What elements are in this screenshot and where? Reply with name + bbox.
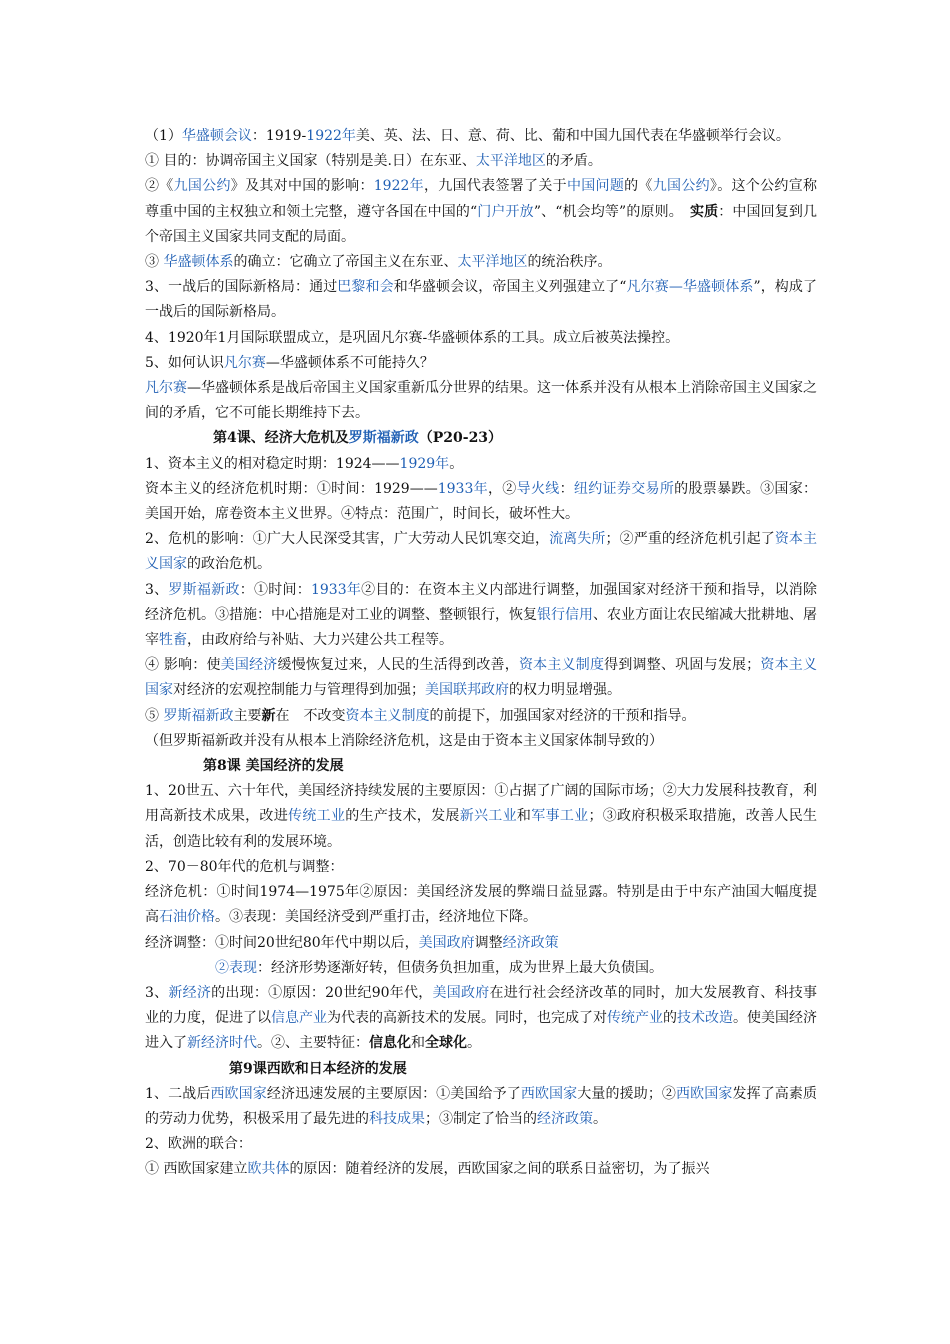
text-run: 的股票暴跌。③国家：美国开始，席卷资本主义世界。④特点：范围广，时间长，破坏性大。 xyxy=(145,480,818,523)
text-run: ；③制定了恰当的 xyxy=(425,1110,537,1127)
highlighted-term: 1933年 xyxy=(310,581,362,598)
text-run: 对经济的宏观控制能力与管理得到加强； xyxy=(173,682,425,699)
section-heading xyxy=(145,754,817,779)
text-run: ：①时间： xyxy=(239,581,311,598)
text-run: ① 西欧国家建立 xyxy=(145,1161,248,1178)
text-run: 大量的援助；② xyxy=(577,1085,677,1102)
paragraph xyxy=(145,477,817,527)
highlighted-term: 资本主义国家 xyxy=(145,531,818,573)
text-run: 和 xyxy=(516,808,532,825)
highlighted-term: 美国联邦政府 xyxy=(425,682,509,699)
highlighted-term: 纽约证券交易所 xyxy=(573,480,675,497)
highlighted-term: 凡尔赛—华盛顿体系 xyxy=(626,279,754,296)
text-run: 。 xyxy=(467,1035,481,1052)
section-heading xyxy=(145,1057,817,1082)
highlighted-term: 巴黎和会 xyxy=(337,279,394,296)
text-run: 》及其对中国的影响： xyxy=(230,178,374,195)
text-run: 为代表的高新技术的发展。同时，也完成了对 xyxy=(327,1010,607,1027)
text-run: 的确立：它确立了帝国主义在东亚、 xyxy=(233,254,458,271)
text-run: 经济危机：①时间1974—1975年②原因：美国经济发展的弊端日益显露。特别是由于中东产油国大幅度提高 xyxy=(145,884,817,926)
highlighted-term: 传统工业 xyxy=(288,808,346,825)
highlighted-term: 西欧国家 xyxy=(676,1085,733,1102)
text-run: 经济迅速发展的主要原因：①美国给予了 xyxy=(266,1085,521,1102)
text-run: 在进行社会经济改革的同时，加大发展教育、科技事业的力度，促进了以 xyxy=(145,984,817,1027)
paragraph xyxy=(145,326,817,351)
paragraph xyxy=(145,124,817,149)
highlighted-term: 导火线 xyxy=(516,480,560,497)
text-run: 2、危机的影响：①广大人民深受其害，广大劳动人民饥寒交迫， xyxy=(145,531,550,548)
paragraph xyxy=(145,981,817,1057)
document-page xyxy=(145,124,817,1183)
text-run: ③ xyxy=(145,254,164,271)
highlighted-term: 凡尔赛 xyxy=(223,354,266,371)
highlighted-term: 中国问题 xyxy=(566,178,625,195)
highlighted-term: 科技成果 xyxy=(369,1110,425,1127)
highlighted-term: 凡尔赛 xyxy=(145,380,187,397)
paragraph xyxy=(145,880,817,930)
highlighted-term: 流离失所 xyxy=(549,531,606,548)
text-run: ：经济形势逐渐好转，但债务负担加重，成为世界上最大负债国。 xyxy=(257,959,663,976)
highlighted-term: 美国政府 xyxy=(432,984,490,1001)
text-run: 经济调整：①时间20世纪80年代中期以后， xyxy=(145,934,419,951)
text-run: 5、如何认识 xyxy=(145,354,224,371)
highlighted-term: 罗斯福新政 xyxy=(348,430,419,447)
highlighted-term: 新经济 xyxy=(168,984,212,1001)
text-run: 、农业方面让农民缩减大批耕地、屠宰 xyxy=(145,606,817,649)
text-run: —华盛顿体系是战后帝国主义国家重新瓜分世界的结果。这一体系并没有从根本上消除帝国主义国家之间的矛盾，它不可能长期维持下去。 xyxy=(145,380,817,422)
text-run: ⑤ xyxy=(145,707,164,724)
text-run: 。 xyxy=(593,1110,607,1127)
text-run: ：中国回复到几个帝国主义国家共同支配的局面。 xyxy=(145,203,818,245)
highlighted-term: 罗斯福新政 xyxy=(163,707,234,724)
text-run: 。③表现：美国经济受到严重打击，经济地位下降。 xyxy=(215,909,537,926)
highlighted-term: 资本主义制度 xyxy=(518,657,605,674)
text-run: 发挥了高素质的劳动力优势，积极采用了最先进的 xyxy=(145,1085,818,1127)
paragraph xyxy=(145,779,817,855)
highlighted-term: 资本主义国家 xyxy=(145,657,817,699)
highlighted-term: 罗斯福新政 xyxy=(168,581,240,598)
highlighted-term: 1933年 xyxy=(437,480,488,497)
text-run: ”，构成了一战后的国际新格局。 xyxy=(145,279,818,321)
highlighted-term: 经济政策 xyxy=(502,934,559,951)
text-run: 的原因：随着经济的发展，西欧国家之间的联系日益密切，为了振兴 xyxy=(289,1161,710,1178)
text-run: 主要 xyxy=(233,707,262,724)
text-run: 第4课、经济大危机及 xyxy=(213,430,349,447)
text-run: 2、欧洲的联合： xyxy=(145,1136,252,1153)
highlighted-term: 太平洋地区 xyxy=(475,153,546,170)
highlighted-term: 新兴工业 xyxy=(459,808,517,825)
highlighted-term: 九国公约 xyxy=(173,178,231,195)
text-run: ；③政府积极采取措施，改善人民生活，创造比较有利的发展环境。 xyxy=(145,808,818,850)
text-run: 。使美国经济进入了 xyxy=(145,1010,817,1052)
text-run: 和 xyxy=(411,1035,425,1052)
highlighted-term: 资本主义制度 xyxy=(345,707,430,724)
text-run: ，由政府给与补贴、大力兴建公共工程等。 xyxy=(187,632,453,649)
text-run: 资本主义的经济危机时期：①时间：1929—— xyxy=(145,480,438,497)
highlighted-term: 信息产业 xyxy=(271,1010,327,1027)
text-run: （但罗斯福新政并没有从根本上消除经济危机，这是由于资本主义国家体制导致的） xyxy=(145,732,663,749)
text-run: 》。这个公约宣称尊重中国的主权独立和领土完整，遵守各国在中国的“ xyxy=(145,178,817,220)
bold-term: 信息化 xyxy=(369,1035,411,1052)
text-run: 的 xyxy=(663,1010,677,1027)
text-run: —华盛顿体系不可能持久？ xyxy=(265,354,434,371)
paragraph xyxy=(145,956,817,981)
paragraph xyxy=(145,729,817,754)
text-run: 2、70－80年代的危机与调整： xyxy=(145,858,344,875)
paragraph xyxy=(145,1157,817,1182)
text-run: 4、1920年1月国际联盟成立，是巩固凡尔赛-华盛顿体系的工具。成立后被英法操控。 xyxy=(145,329,680,346)
text-run: 的统治秩序。 xyxy=(527,254,612,271)
text-run: 美、英、法、日、意、荷、比、葡和中国九国代表在华盛顿举行会议。 xyxy=(355,128,790,144)
text-run: 3、 xyxy=(145,984,169,1001)
section-heading xyxy=(145,426,817,451)
highlighted-term: 新经济时代 xyxy=(187,1035,257,1052)
highlighted-term: 银行信用 xyxy=(537,606,593,623)
text-run: ① 目的：协调帝国主义国家（特别是美.日）在东亚、 xyxy=(145,153,476,170)
text-run: 的生产技术，发展 xyxy=(345,808,460,825)
highlighted-term: 1929年 xyxy=(399,455,450,472)
paragraph xyxy=(145,704,817,729)
highlighted-term: 美国政府 xyxy=(418,934,475,951)
paragraph xyxy=(145,275,817,325)
paragraph xyxy=(145,1132,817,1157)
text-run: ；②严重的经济危机引起了 xyxy=(605,531,775,548)
highlighted-term: 技术改造 xyxy=(677,1010,733,1027)
text-run: ： xyxy=(559,480,574,497)
text-run: ④ 影响：使 xyxy=(145,657,221,674)
bold-term: 全球化 xyxy=(425,1035,467,1052)
text-run: ”、“机会均等”的原则。 xyxy=(533,203,690,220)
highlighted-term: 美国经济 xyxy=(220,657,278,674)
text-run: 的矛盾。 xyxy=(545,153,602,170)
text-run: （1） xyxy=(145,128,182,144)
text-run: 第9课西欧和日本经济的发展 xyxy=(229,1060,407,1077)
text-run: 1、二战后 xyxy=(145,1085,211,1102)
text-run: ②目的：在资本主义内部进行调整，加强国家对经济干预和指导，以消除经济危机。③措施：中心措施是对工业的调整、整顿银行，恢复 xyxy=(145,581,818,623)
highlighted-term: 1922年 xyxy=(373,178,424,195)
paragraph xyxy=(145,149,817,174)
text-run: ，② xyxy=(487,480,517,497)
text-run: 的《 xyxy=(624,178,653,195)
text-run: （P20-23） xyxy=(418,430,503,447)
paragraph xyxy=(145,931,817,956)
highlighted-term: 欧共体 xyxy=(247,1161,290,1178)
text-run: 得到调整、巩固与发展； xyxy=(604,657,761,674)
text-run: 的政治危机。 xyxy=(187,556,271,573)
highlighted-term: 门户开放 xyxy=(477,203,534,220)
highlighted-term: ②表现 xyxy=(215,959,257,976)
text-run: 缓慢恢复过来，人民的生活得到改善， xyxy=(277,657,519,674)
paragraph xyxy=(145,351,817,376)
bold-term: 新 xyxy=(261,707,276,724)
text-run: ，九国代表签署了关于 xyxy=(423,178,567,195)
text-run: 第8课 美国经济的发展 xyxy=(203,758,344,775)
paragraph xyxy=(145,855,817,880)
highlighted-term: 1922年 xyxy=(306,128,356,144)
highlighted-term: 太平洋地区 xyxy=(457,254,528,271)
text-run: 1、20世五、六十年代，美国经济持续发展的主要原因：①占据了广阔的国际市场；②大力发展科技教育，利用高新技术成果，改进 xyxy=(145,783,817,825)
text-run: 的权力明显增强。 xyxy=(509,682,621,699)
paragraph xyxy=(145,578,817,654)
text-run: 调整 xyxy=(474,934,503,951)
paragraph xyxy=(145,174,817,250)
highlighted-term: 华盛顿会议 xyxy=(181,128,252,144)
text-run: 的前提下，加强国家对经济的干预和指导。 xyxy=(429,707,696,724)
paragraph xyxy=(145,527,817,577)
paragraph xyxy=(145,1082,817,1132)
highlighted-term: 传统产业 xyxy=(607,1010,663,1027)
highlighted-term: 九国公约 xyxy=(652,178,710,195)
highlighted-term: 西欧国家 xyxy=(210,1085,267,1102)
highlighted-term: 西欧国家 xyxy=(520,1085,578,1102)
highlighted-term: 经济政策 xyxy=(537,1110,593,1127)
text-run: 3、一战后的国际新格局：通过 xyxy=(145,279,338,296)
text-run: 。 xyxy=(449,455,464,472)
text-run: 在 不改变 xyxy=(275,707,346,724)
bold-term: 实质 xyxy=(689,203,719,220)
text-run: 。②、主要特征： xyxy=(257,1035,369,1052)
paragraph xyxy=(145,250,817,275)
paragraph xyxy=(145,452,817,477)
text-run: 3、 xyxy=(145,581,169,598)
highlighted-term: 牲畜 xyxy=(159,632,187,649)
paragraph xyxy=(145,376,817,426)
highlighted-term: 军事工业 xyxy=(531,808,589,825)
text-run: 的出现：①原因：20世纪90年代， xyxy=(211,984,433,1001)
highlighted-term: 石油价格 xyxy=(159,909,215,926)
highlighted-term: 华盛顿体系 xyxy=(163,254,234,271)
text-run: 1、资本主义的相对稳定时期：1924—— xyxy=(145,455,400,472)
text-run: ：1919- xyxy=(251,128,307,144)
text-run: 和华盛顿会议，帝国主义列强建立了“ xyxy=(393,279,627,296)
text-run: ②《 xyxy=(145,178,174,195)
paragraph xyxy=(145,653,817,703)
